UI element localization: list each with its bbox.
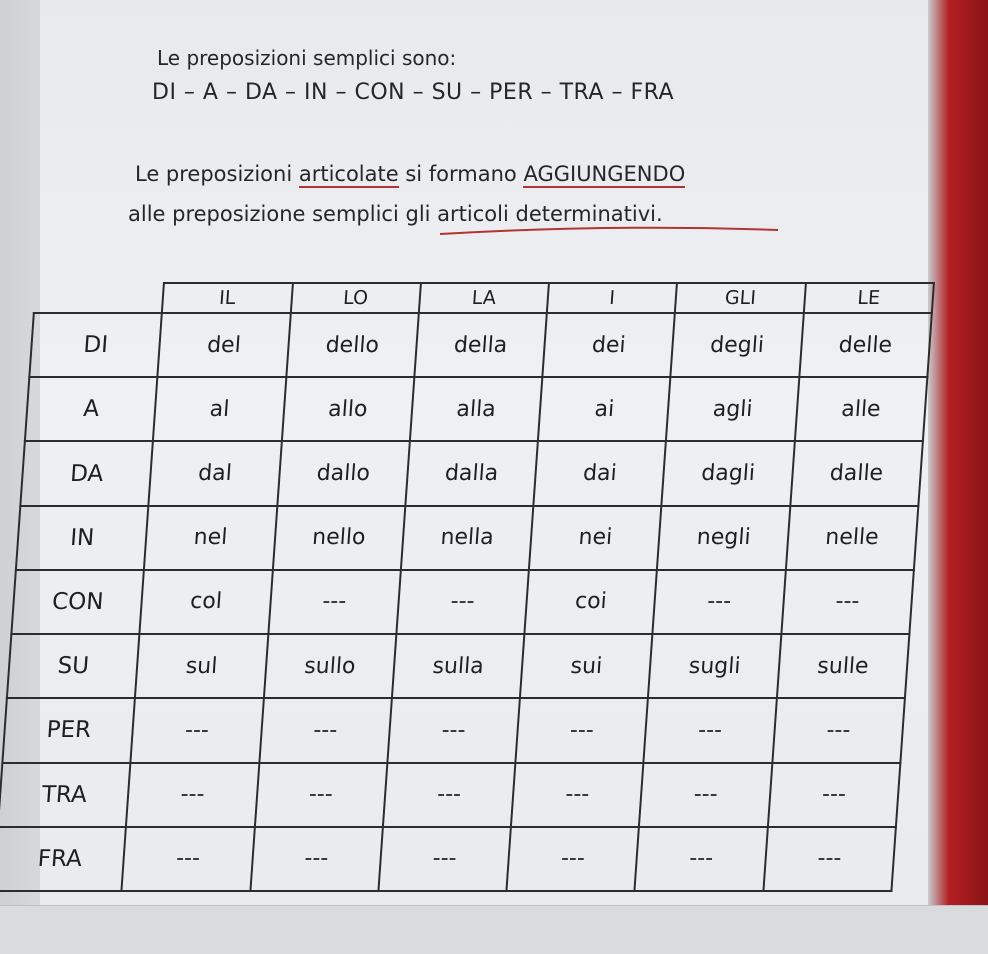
table-cell: coi [525,570,658,634]
table-cell: --- [644,698,777,762]
table-row [20,441,922,505]
table-cell: sulla [392,634,525,698]
row-header: IN [16,506,149,570]
word-aggiungendo: AGGIUNGENDO [523,162,686,186]
simple-prepositions-list: DI – A – DA – IN – CON – SU – PER – TRA – FRA [152,80,675,105]
table-cell: dai [533,441,666,505]
table-cell: --- [268,570,401,634]
table-cell: --- [383,763,516,827]
table-cell: --- [516,698,649,762]
col-header-lo: LO [290,283,420,313]
table-cell: --- [763,827,896,891]
table-cell: al [153,377,286,441]
col-header-le: LE [804,283,934,313]
table-cell: dal [149,441,282,505]
table-cell: --- [772,698,905,762]
table-cell: dagli [662,441,795,505]
table-row [0,763,900,827]
phrase-gli-articoli: gli articoli determinativi. [405,202,663,226]
table-cell: --- [639,763,772,827]
table-cell: --- [250,827,383,891]
row-header: DA [20,441,153,505]
table-row [0,827,896,891]
line4-part-a: alle preposizione semplici [128,202,406,226]
col-header-la: LA [419,283,549,313]
col-header-i: I [547,283,677,313]
table-row [7,634,909,698]
table-row [16,506,918,570]
table-cell: --- [254,763,387,827]
row-header: CON [11,570,144,634]
red-underline-articoli [440,228,778,234]
intro-line-1: Le preposizioni semplici sono: [157,46,457,70]
table-cell: nello [272,506,405,570]
table-cell: dalla [405,441,538,505]
table-cell: della [414,313,547,377]
table-cell: agli [666,377,799,441]
col-header-gli: GLI [675,283,805,313]
table-cell: alle [795,377,928,441]
table-cell: alla [410,377,543,441]
table-row [11,570,913,634]
table-cell: --- [396,570,529,634]
articulated-prepositions-table [0,282,935,892]
table-cell: --- [387,698,520,762]
word-articolate: articolate [298,162,399,186]
table-cell: --- [511,763,644,827]
table-cell: nei [529,506,662,570]
table-row [29,313,931,377]
table-cell: sul [135,634,268,698]
table-cell: nel [144,506,277,570]
table-cell: sugli [648,634,781,698]
table-cell: sullo [263,634,396,698]
table-cell: --- [122,827,255,891]
line3-part-a: Le preposizioni [135,162,299,186]
table-cell: --- [507,827,640,891]
table-cell: negli [657,506,790,570]
table-cell: --- [259,698,392,762]
page-bottom-edge [0,905,988,954]
table-row [25,377,927,441]
table-cell: sui [520,634,653,698]
table-cell: del [158,313,291,377]
table-cell: --- [635,827,768,891]
table-cell: sulle [777,634,910,698]
row-header: SU [7,634,140,698]
table-cell: --- [768,763,901,827]
table-cell: allo [281,377,414,441]
table-cell: nella [401,506,534,570]
table-cell: dalle [790,441,923,505]
table-cell: dello [286,313,419,377]
table-cell: dei [542,313,675,377]
table-cell: col [140,570,273,634]
table-cell: --- [131,698,264,762]
col-header-il: IL [162,283,292,313]
row-header: FRA [0,827,126,891]
line3-part-c: si formano [398,162,524,186]
row-header: PER [2,698,135,762]
corner-cell [34,283,164,313]
table-row [2,698,904,762]
table-header-row [34,283,934,313]
table-cell: --- [653,570,786,634]
table-cell: delle [799,313,932,377]
row-header: A [25,377,158,441]
table-cell: nelle [786,506,919,570]
row-header: TRA [0,763,131,827]
table-cell: degli [671,313,804,377]
table-cell: --- [781,570,914,634]
table-cell: --- [126,763,259,827]
row-header: DI [29,313,162,377]
table-cell: dallo [277,441,410,505]
table-cell: --- [378,827,511,891]
table-cell: ai [538,377,671,441]
